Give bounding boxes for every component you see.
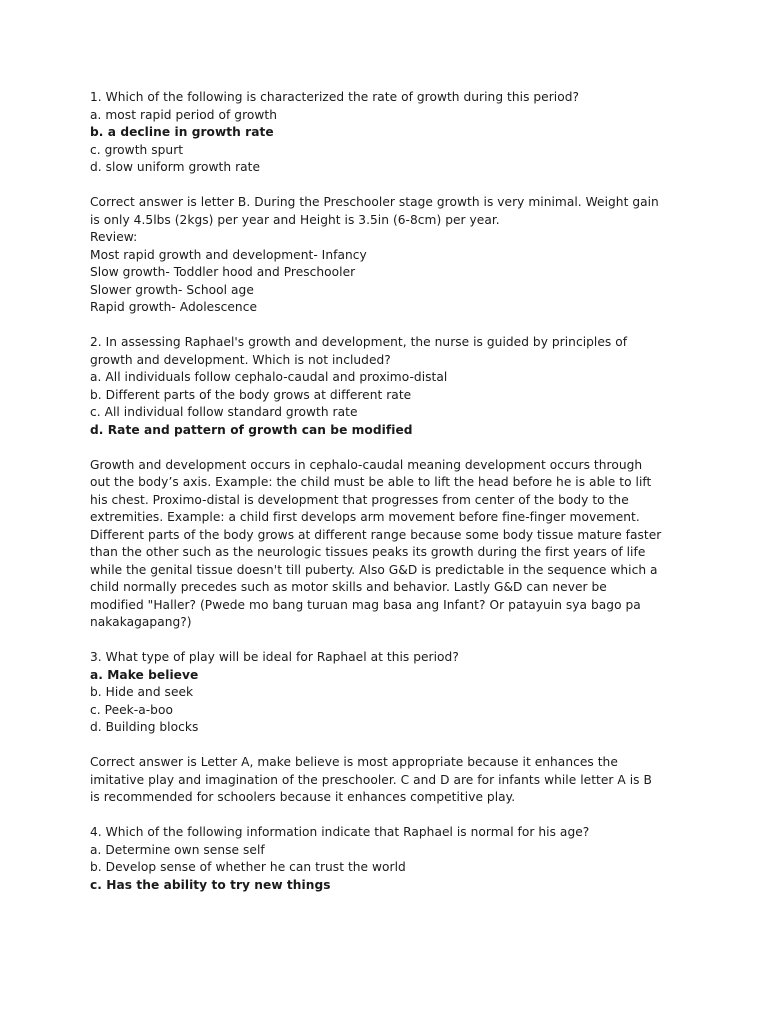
rationale-1-line: Slow growth- Toddler hood and Preschooler [90,265,356,279]
question-4-option-a: a. Determine own sense self [90,842,265,857]
spacer [90,317,690,335]
question-4-text: 4. Which of the following information indicate that Raphael is normal for his age? [90,825,590,839]
rationale-1-line: Review: [90,230,138,244]
question-1-option-c: c. growth spurt [90,142,184,157]
rationale-1-line: Most rapid growth and development- Infancy [90,247,367,262]
spacer [90,177,690,195]
question-2-option-b: b. Different parts of the body grows at different rate [90,387,412,402]
question-1-option-b-correct: b. a decline in growth rate [90,125,274,139]
question-2-option-d-correct: d. Rate and pattern of growth can be modified [90,422,413,437]
question-2-option-a: a. All individuals follow cephalo-caudal and proximo-distal [90,370,448,384]
rationale-1-line: Correct answer is letter B. During the Preschooler stage growth is very minimal. Weight gain [90,195,659,209]
question-3-option-c: c. Peek-a-boo [90,702,173,717]
question-1-option-d: d. slow uniform growth rate [90,160,261,174]
rationale-2-line: his chest. Proximo-distal is development that progresses from center of the body to the [90,492,629,507]
document-page [90,89,690,894]
rationale-1-line: is only 4.5lbs (2kgs) per year and Height is 3.5in (6-8cm) per year. [90,212,500,227]
spacer [90,439,690,457]
rationale-2-line: nakakagapang?) [90,615,192,629]
rationale-2-line: Growth and development occurs in cephalo-caudal meaning development occurs through [90,457,643,472]
rationale-2-line: extremities. Example: a child first develops arm movement before fine-finger movement. [90,510,640,524]
rationale-2-line: than the other such as the neurologic tissues peaks its growth during the first years of life [90,545,646,559]
rationale-2-line: child normally precedes such as motor skills and behavior. Lastly G&D can never be [90,580,607,594]
rationale-1-line: Slower growth- School age [90,282,254,297]
rationale-2-line: modified "Haller? (Pwede mo bang turuan mag basa ang Infant? Or patayuin sya bago pa [90,597,641,612]
question-2-text: growth and development. Which is not included? [90,352,391,367]
rationale-3-line: imitative play and imagination of the preschooler. C and D are for infants while letter A is B [90,772,652,787]
spacer [90,737,690,755]
question-1-option-a: a. most rapid period of growth [90,107,277,122]
rationale-3-line: is recommended for schoolers because it enhances competitive play. [90,790,516,804]
question-3-text: 3. What type of play will be ideal for Raphael at this period? [90,650,459,664]
question-3-option-d: d. Building blocks [90,720,199,734]
question-3-option-a-correct: a. Make believe [90,667,199,682]
question-2-text: 2. In assessing Raphael's growth and development, the nurse is guided by principles of [90,335,628,349]
spacer [90,807,690,825]
question-4-option-c-correct: c. Has the ability to try new things [90,877,331,892]
question-1-text: 1. Which of the following is characterized the rate of growth during this period? [90,90,580,104]
spacer [90,632,690,650]
rationale-3-line: Correct answer is Letter A, make believe is most appropriate because it enhances the [90,755,618,769]
rationale-1-line: Rapid growth- Adolescence [90,300,258,314]
rationale-2-line: out the body’s axis. Example: the child must be able to lift the head before he is able to lift [90,475,652,489]
rationale-2-line: while the genital tissue doesn't till puberty. Also G&D is predictable in the sequence which a [90,562,658,577]
question-3-option-b: b. Hide and seek [90,685,194,699]
rationale-2-line: Different parts of the body grows at different range because some body tissue mature faster [90,527,662,542]
question-4-option-b: b. Develop sense of whether he can trust the world [90,860,406,874]
question-2-option-c: c. All individual follow standard growth rate [90,405,358,419]
